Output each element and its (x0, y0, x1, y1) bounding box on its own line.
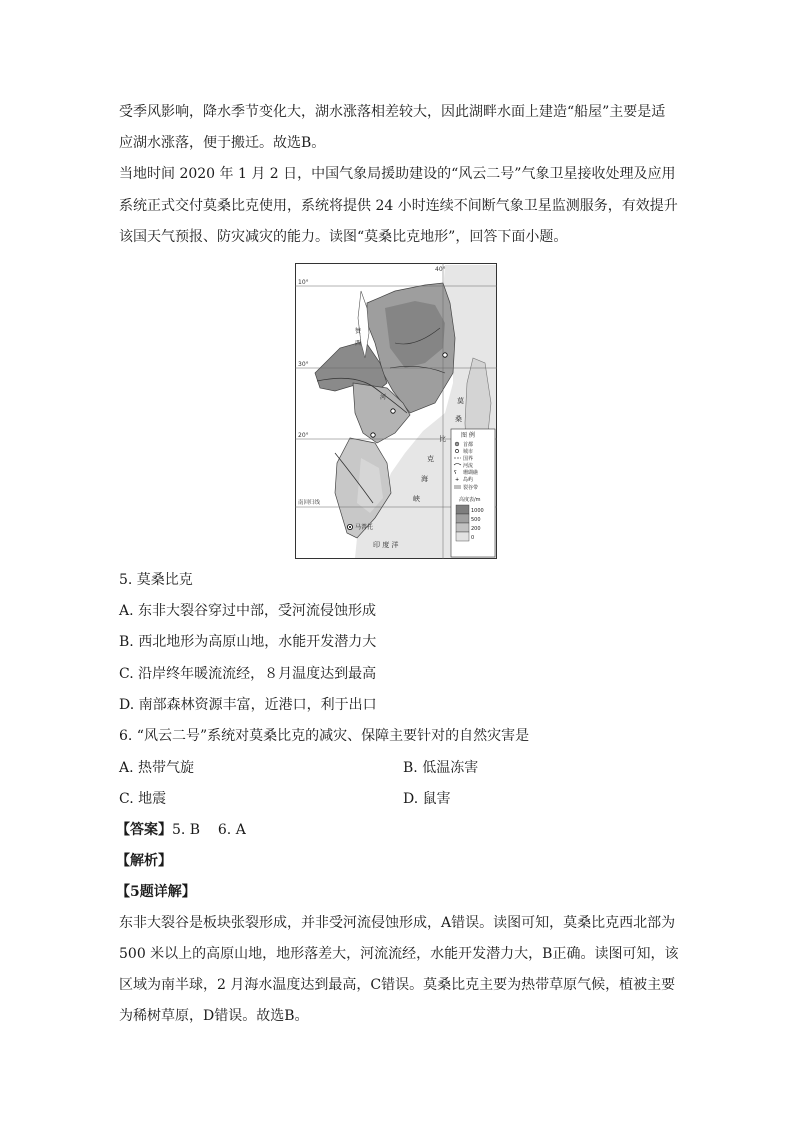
elevation-level: 200 (471, 526, 481, 532)
elevation-level: 0 (471, 535, 475, 541)
q5-option-c: C. 沿岸终年暖流流经，８月温度达到最高 (119, 666, 377, 682)
elevation-swatch (456, 523, 469, 532)
detail-line: 区域为南半球，2 月海水温度达到最高，C错误。莫桑比克主要为热带草原气候，植被主要 (119, 977, 676, 993)
detail-5-label: 【5题详解】 (116, 884, 196, 900)
detail-line: 为稀树草原，D错误。故选B。 (119, 1008, 309, 1024)
city-icon (455, 449, 458, 452)
legend-item: 岛屿 (463, 477, 474, 483)
legend-item: 裂谷带 (463, 485, 479, 491)
q6-option-a: A. 热带气旋 (119, 760, 195, 776)
question-5-stem: 5. 莫桑比克 (119, 572, 193, 588)
sea-label: 海 (421, 475, 428, 483)
analysis-label: 【解析】 (116, 853, 172, 869)
sea-label: 比 (439, 435, 446, 443)
paragraph-line: 系统正式交付莫桑比克使用，系统将提供 24 小时连续不间断气象卫星监测服务，有效提升 (119, 198, 678, 214)
elevation-swatch (456, 505, 469, 514)
elevation-level: 500 (471, 517, 481, 523)
paragraph-line: 该国天气预报、防灾减灾的能力。读图“莫桑比克地形”，回答下面小题。 (119, 229, 568, 245)
paragraph-line: 当地时间 2020 年 1 月 2 日，中国气象局援助建设的“风云二号”气象卫星接收处理及应用 (119, 166, 676, 182)
sea-label: 克 (427, 455, 434, 463)
q6-option-b: B. 低温冻害 (403, 760, 479, 776)
sea-label: 峡 (413, 495, 420, 503)
elevation-level: 1000 (471, 508, 484, 514)
latitude-label: 20° (298, 432, 309, 439)
answer-line (116, 820, 246, 840)
answer-label: 【答案】 (116, 822, 172, 838)
detail-line: 东非大裂谷是板块张裂形成，并非受河流侵蚀形成，A错误。读图可知，莫桑比克西北部为 (119, 915, 676, 931)
latitude-label: 10° (298, 279, 309, 286)
paragraph-line: 应湖水涨落，便于搬迁。故选B。 (119, 135, 326, 151)
city-label: 马普托 (355, 524, 374, 531)
paragraph-line: 受季风影响，降水季节变化大，湖水涨落相差较大，因此湖畔水面上建造“船屋”主要是适 (119, 104, 666, 120)
question-6-stem: 6. “风云二号”系统对莫桑比克的减灾、保障主要针对的自然灾害是 (119, 728, 530, 744)
q6-option-c: C. 地震 (119, 791, 167, 807)
legend-item: 河流 (463, 463, 474, 469)
q5-option-a: A. 东非大裂谷穿过中部，受河流侵蚀形成 (119, 603, 377, 619)
sea-label: 桑 (455, 415, 462, 423)
legend-item: 国界 (463, 456, 474, 462)
q6-option-d: D. 鼠害 (403, 791, 451, 807)
q5-option-d: D. 南部森林资源丰富，近港口，利于出口 (119, 697, 377, 713)
reef-icon: ʕ (454, 470, 457, 476)
legend-item: 珊瑚礁 (463, 470, 479, 476)
q5-option-b: B. 西北地形为高原山地，水能开发潜力大 (119, 634, 377, 650)
legend-title: 图 例 (461, 432, 475, 439)
river-label: 河 (380, 394, 387, 401)
latitude-label: 30° (298, 361, 309, 368)
elevation-title: 高度表/m (459, 497, 481, 503)
mozambique-terrain-map (295, 263, 497, 559)
answer-text: 5. B 6. A (172, 822, 246, 838)
river-label: 赞 (355, 328, 362, 335)
legend-item: 城市 (463, 449, 474, 455)
ocean-label: 印 度 洋 (373, 541, 399, 549)
river-label: 西 (355, 340, 362, 347)
elevation-swatch (456, 532, 469, 541)
longitude-label: 40° (435, 266, 446, 273)
sea-label: 莫 (457, 397, 464, 405)
elevation-swatch (456, 514, 469, 523)
legend-item: 首都 (463, 442, 474, 448)
tropic-label: 南回归线 (298, 500, 321, 506)
detail-line: 500 米以上的高原山地，地形落差大，河流流经，水能开发潜力大，B正确。读图可知，该 (119, 946, 679, 962)
island-icon: + (455, 477, 460, 483)
